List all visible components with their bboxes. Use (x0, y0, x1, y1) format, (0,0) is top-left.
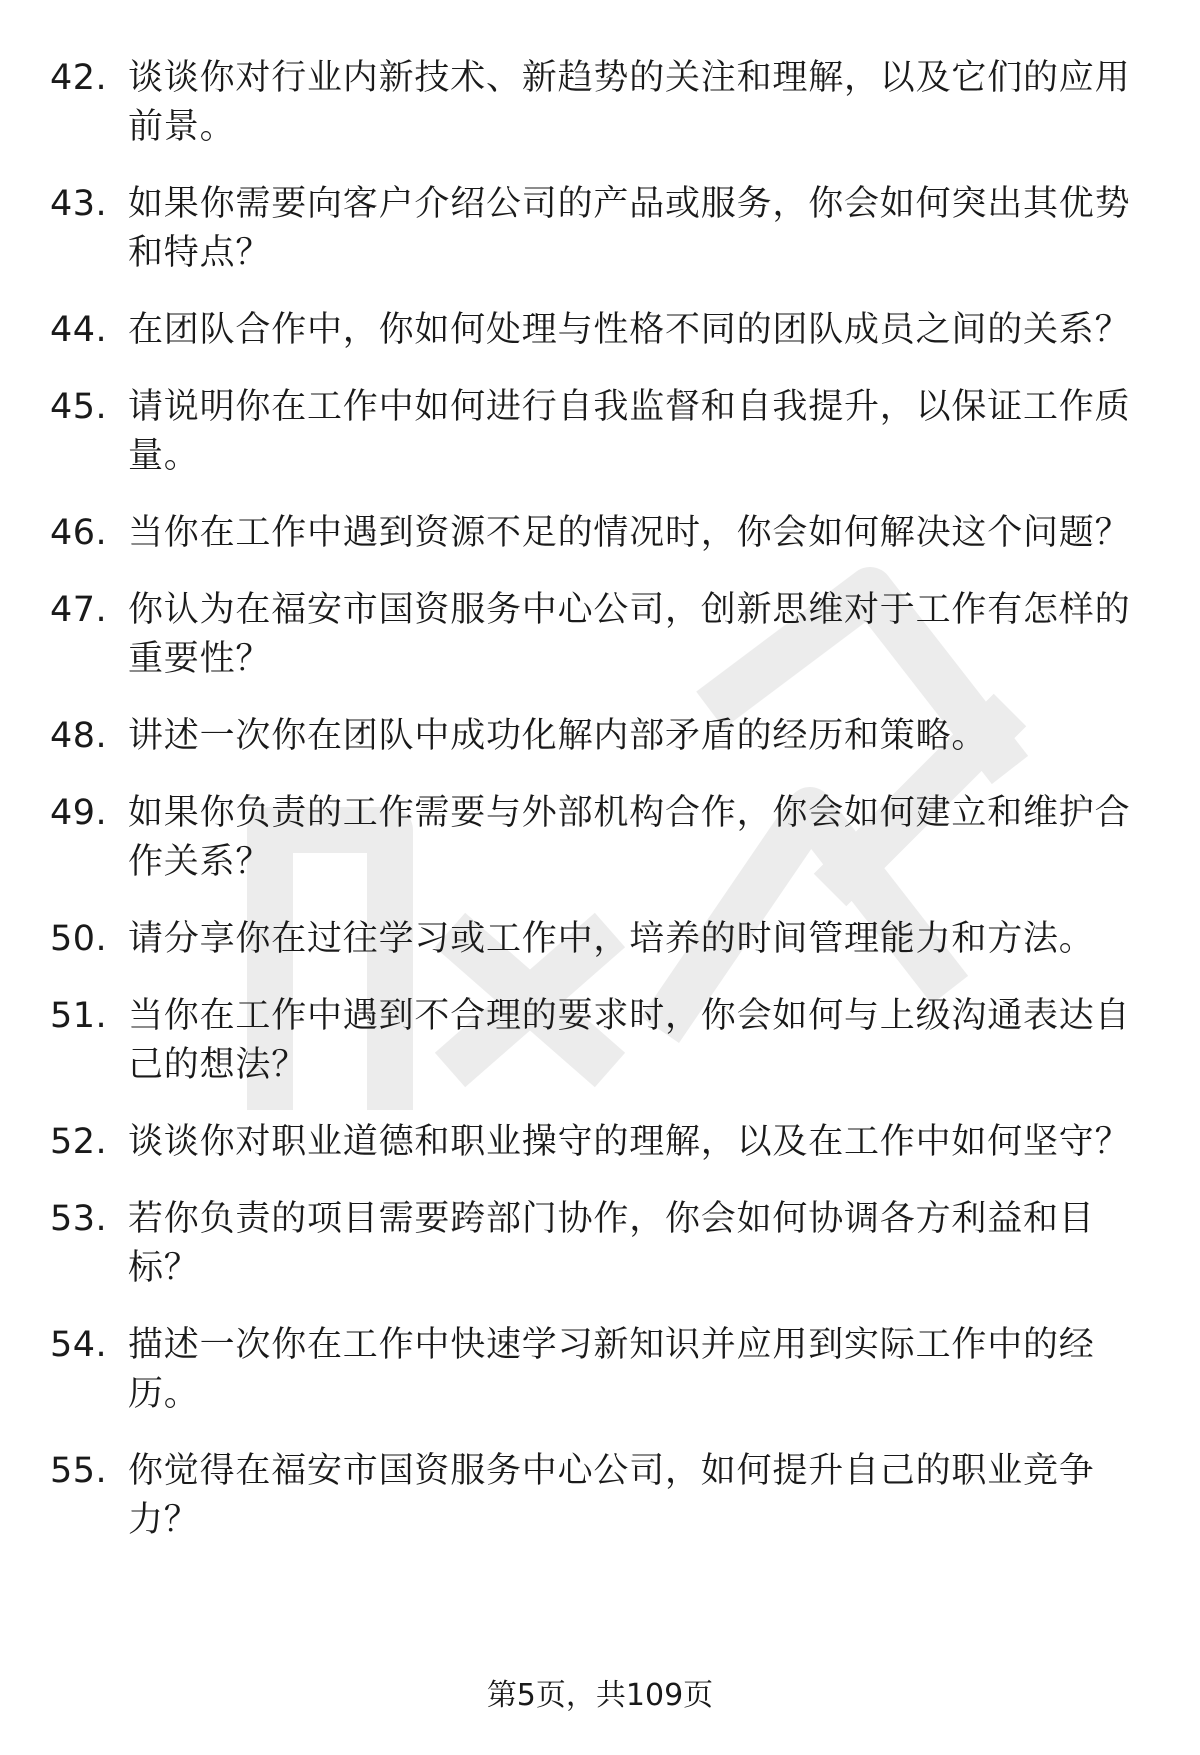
question-number: 42. (50, 58, 108, 98)
question-text: 如果你负责的工作需要与外部机构合作，你会如何建立和维护合作关系？ (128, 793, 1131, 882)
question-number: 46. (50, 513, 108, 553)
question-text: 你觉得在福安市国资服务中心公司，如何提升自己的职业竞争力？ (128, 1451, 1095, 1540)
question-text: 请说明你在工作中如何进行自我监督和自我提升，以保证工作质量。 (128, 387, 1131, 476)
page-footer: 第5页，共109页 (486, 1678, 714, 1713)
question-list (50, 54, 1160, 1573)
question-number: 54. (50, 1325, 108, 1365)
question-number: 44. (50, 310, 108, 350)
question-item (50, 992, 1160, 1090)
question-text: 当你在工作中遇到资源不足的情况时，你会如何解决这个问题？ (128, 513, 1131, 553)
question-text: 讲述一次你在团队中成功化解内部矛盾的经历和策略。 (128, 716, 988, 756)
question-number: 50. (50, 919, 108, 959)
question-item (50, 712, 1160, 761)
question-text: 在团队合作中，你如何处理与性格不同的团队成员之间的关系？ (128, 310, 1131, 350)
question-number: 43. (50, 184, 108, 224)
question-item (50, 1321, 1160, 1419)
question-number: 45. (50, 387, 108, 427)
question-text: 若你负责的项目需要跨部门协作，你会如何协调各方利益和目标？ (128, 1199, 1095, 1288)
question-text: 你认为在福安市国资服务中心公司，创新思维对于工作有怎样的重要性？ (128, 590, 1131, 679)
question-item (50, 383, 1160, 481)
question-number: 51. (50, 996, 108, 1036)
question-item (50, 586, 1160, 684)
question-text: 当你在工作中遇到不合理的要求时，你会如何与上级沟通表达自己的想法？ (128, 996, 1131, 1085)
question-text: 谈谈你对职业道德和职业操守的理解，以及在工作中如何坚守？ (128, 1122, 1131, 1162)
question-item (50, 306, 1160, 355)
question-text: 请分享你在过往学习或工作中，培养的时间管理能力和方法。 (128, 919, 1095, 959)
question-item (50, 509, 1160, 558)
question-number: 55. (50, 1451, 108, 1491)
question-number: 52. (50, 1122, 108, 1162)
question-item (50, 1195, 1160, 1293)
question-number: 47. (50, 590, 108, 630)
question-item (50, 1118, 1160, 1167)
question-item (50, 180, 1160, 278)
question-item (50, 789, 1160, 887)
question-item (50, 915, 1160, 964)
question-text: 描述一次你在工作中快速学习新知识并应用到实际工作中的经历。 (128, 1325, 1095, 1414)
question-text: 谈谈你对行业内新技术、新趋势的关注和理解，以及它们的应用前景。 (128, 58, 1131, 147)
question-text: 如果你需要向客户介绍公司的产品或服务，你会如何突出其优势和特点？ (128, 184, 1131, 273)
question-item (50, 54, 1160, 152)
question-item (50, 1447, 1160, 1545)
question-number: 53. (50, 1199, 108, 1239)
question-number: 48. (50, 716, 108, 756)
question-number: 49. (50, 793, 108, 833)
